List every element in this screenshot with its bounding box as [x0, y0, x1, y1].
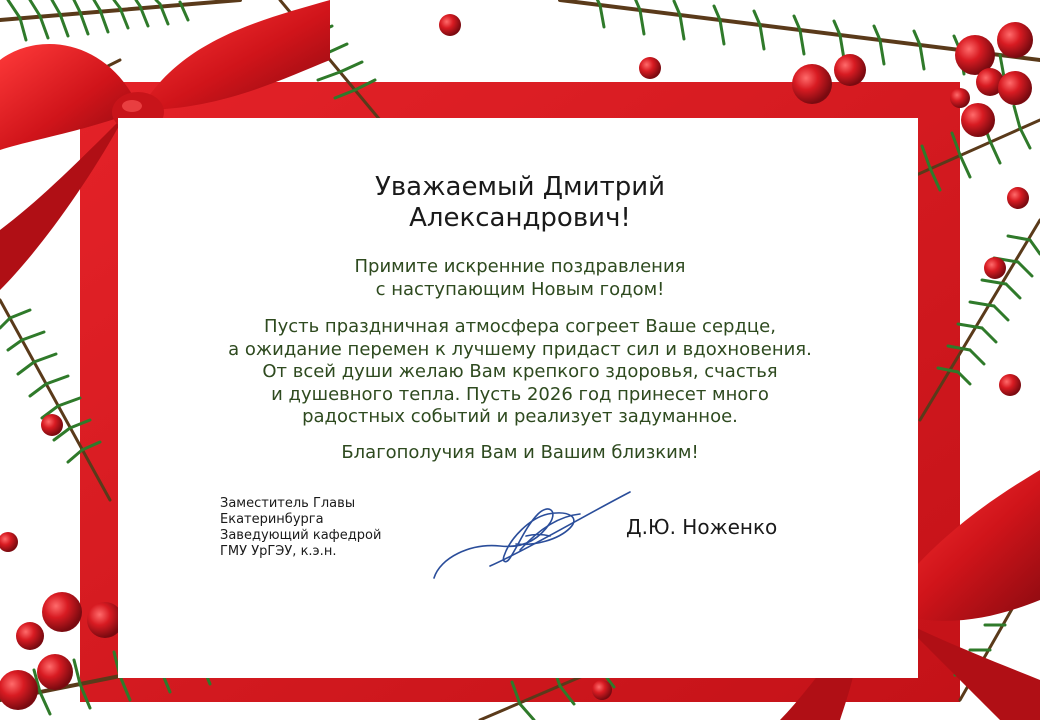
greeting-title-line2: Александрович! — [409, 203, 631, 233]
wishes-line: Пусть праздничная атмосфера согреет Ваше сердце, — [264, 316, 776, 337]
congrats-line: с наступающим Новым годом! — [375, 278, 665, 300]
wishes-line: а ожидание перемен к лучшему придаст сил и вдохновения. — [228, 338, 812, 360]
signer-position — [220, 496, 450, 560]
wishes-line: и душевного тепла. Пусть 2026 год принесет много — [271, 383, 769, 405]
position-line: Заведующий кафедрой — [220, 528, 382, 543]
congrats-paragraph — [0, 256, 1040, 301]
position-line: ГМУ УрГЭУ, к.э.н. — [220, 544, 337, 559]
closing-line: Благополучия Вам и Вашим близким! — [341, 442, 699, 463]
greeting-title — [0, 172, 1040, 234]
signer-name: Д.Ю. Ноженко — [626, 515, 778, 539]
wishes-line: радостных событий и реализует задуманное. — [302, 406, 738, 427]
wishes-paragraph — [0, 316, 1040, 429]
position-line: Екатеринбурга — [220, 512, 324, 527]
wishes-line: От всей души желаю Вам крепкого здоровья, счастья — [262, 361, 778, 382]
handwritten-signature — [430, 488, 640, 584]
greeting-title-line1: Уважаемый Дмитрий — [374, 172, 666, 202]
position-line: Заместитель Главы — [220, 496, 356, 511]
congrats-line: Примите искренние поздравления — [354, 256, 686, 277]
